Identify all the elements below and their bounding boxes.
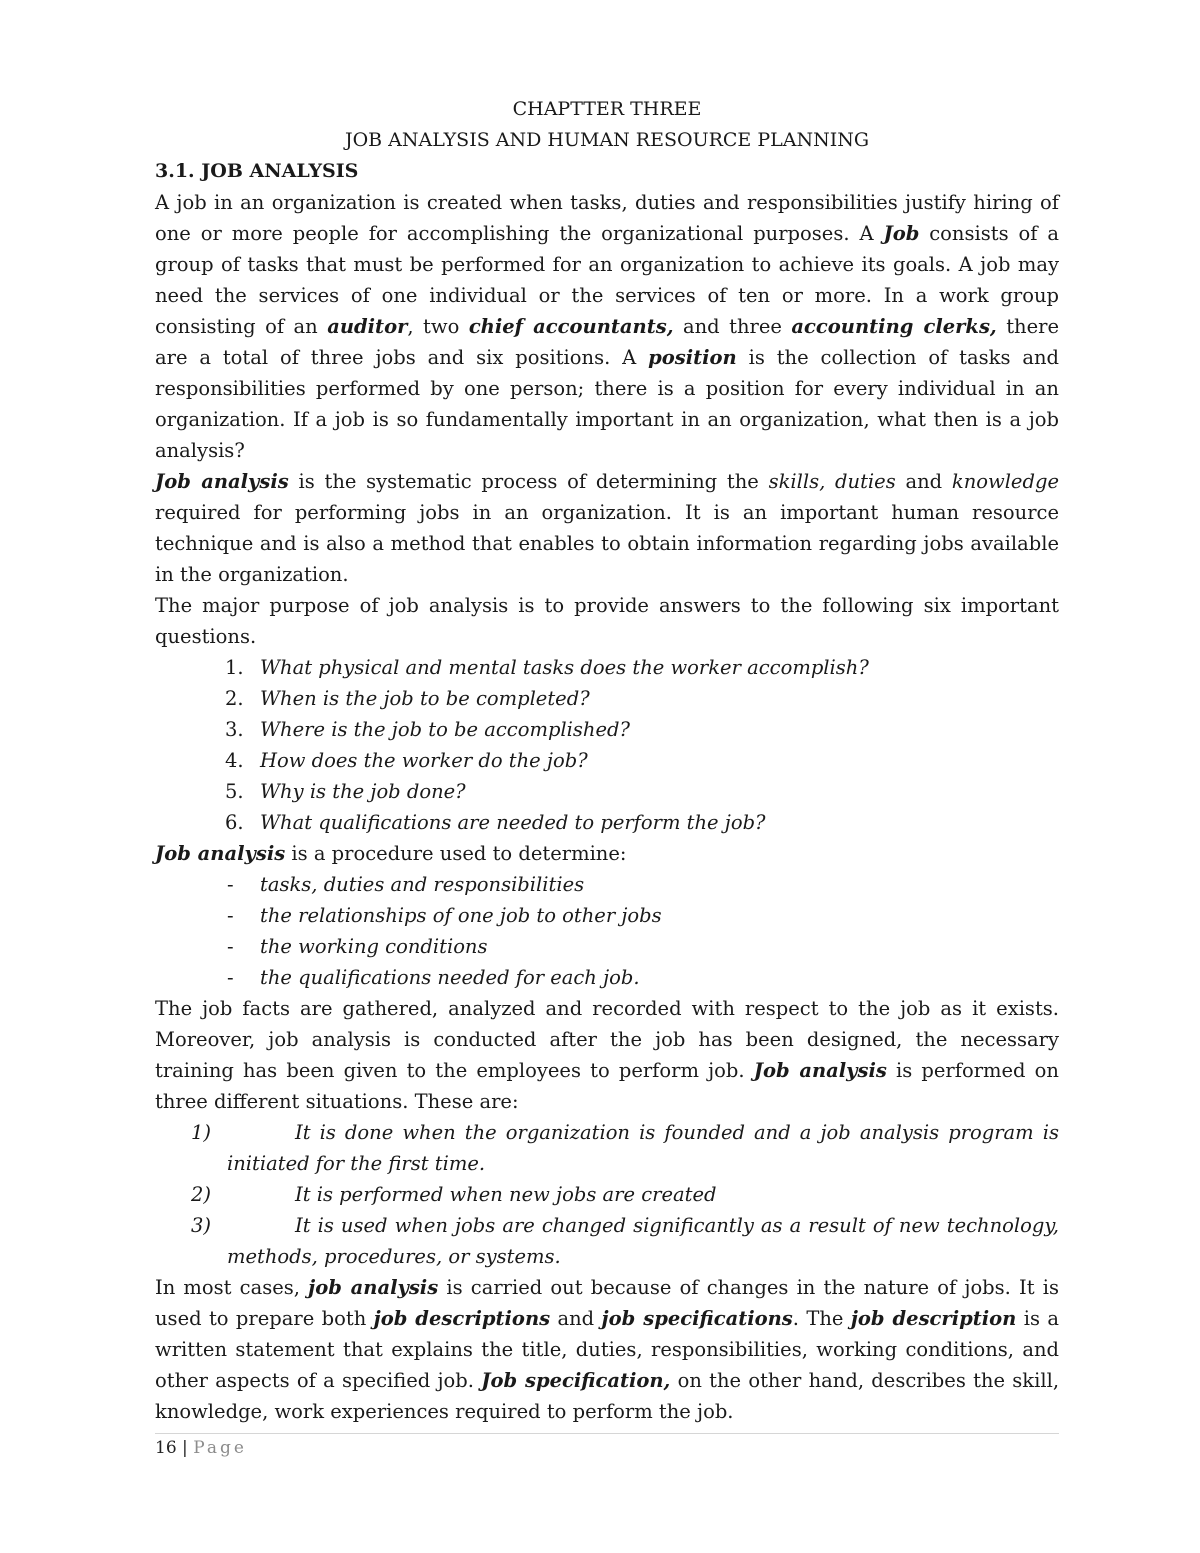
term-job-descriptions: job descriptions	[373, 1307, 551, 1330]
list-number: 2)	[191, 1183, 212, 1206]
text-run: , two	[407, 315, 469, 338]
paragraph-procedure	[155, 838, 1059, 869]
dash-mark: -	[227, 935, 234, 958]
list-text: How does the worker do the job?	[260, 749, 588, 772]
dash-mark: -	[227, 904, 234, 927]
list-number: 3.	[225, 718, 244, 741]
list-item	[155, 900, 1059, 931]
determine-list	[155, 869, 1059, 993]
term-job-analysis: Job analysis	[155, 470, 289, 493]
text-run: there are a total of three jobs and six positions. A	[155, 315, 1060, 369]
text-run: In most cases,	[155, 1276, 309, 1299]
term-job-analysis: Job analysis	[753, 1059, 887, 1082]
text-run: and	[895, 470, 952, 493]
term-skills-duties: skills, duties	[768, 470, 896, 493]
paragraph-job-facts	[155, 993, 1059, 1117]
list-number: 5.	[225, 780, 244, 803]
list-item	[155, 776, 1059, 807]
list-number: 6.	[225, 811, 244, 834]
term-accounting-clerks: accounting clerks,	[791, 315, 997, 338]
text-run: and	[550, 1307, 602, 1330]
document-page	[155, 94, 1059, 1427]
list-text: Where is the job to be accomplished?	[260, 718, 630, 741]
text-run: is a procedure used to determine:	[285, 842, 627, 865]
term-job-analysis: job analysis	[308, 1276, 439, 1299]
list-number: 4.	[225, 749, 244, 772]
list-item	[155, 1117, 1059, 1179]
text-run: and three	[673, 315, 792, 338]
list-item	[155, 683, 1059, 714]
list-text: the working conditions	[260, 935, 488, 958]
list-item	[155, 962, 1059, 993]
list-item	[155, 869, 1059, 900]
text-run: The job facts are gathered, analyzed and recorded with respect to the job as it exists. Moreover, job analysis is conducted after the job has been designed, the necessary training has been given to the employees to perform job.	[155, 997, 1059, 1082]
text-run: . The	[792, 1307, 851, 1330]
list-text: It is performed when new jobs are created	[295, 1183, 717, 1206]
list-text: Why is the job done?	[260, 780, 466, 803]
dash-mark: -	[227, 966, 234, 989]
list-text: the qualifications needed for each job.	[260, 966, 640, 989]
situations-list	[155, 1117, 1059, 1272]
list-number: 1.	[225, 656, 244, 679]
list-text: the relationships of one job to other jobs	[260, 904, 662, 927]
chapter-title: JOB ANALYSIS AND HUMAN RESOURCE PLANNING	[344, 129, 870, 151]
text-run: is a written statement that explains the title, duties, responsibilities, working conditions, and other aspects of a specified job.	[155, 1307, 1059, 1392]
list-text-wrapper	[227, 1183, 716, 1206]
term-job-description: job description	[850, 1307, 1017, 1330]
footer-separator: |	[182, 1438, 188, 1458]
list-text: It is used when jobs are changed significantly as a result of new technology, methods, procedures, or systems.	[227, 1214, 1059, 1268]
section-heading: 3.1. JOB ANALYSIS	[155, 160, 359, 182]
text-run: is performed on three different situations. These are:	[155, 1059, 1059, 1113]
list-item	[155, 807, 1059, 838]
list-number: 3)	[191, 1214, 212, 1237]
term-knowledge: knowledge	[951, 470, 1059, 493]
dash-mark: -	[227, 873, 234, 896]
term-job-analysis: Job analysis	[155, 842, 286, 865]
list-item	[155, 1210, 1059, 1272]
list-item	[155, 931, 1059, 962]
list-text-wrapper	[227, 1214, 1059, 1268]
paragraph-most-cases	[155, 1272, 1059, 1427]
text-run: on the other hand, describes the skill, knowledge, work experiences required to perform the job.	[155, 1369, 1060, 1423]
list-text: What qualifications are needed to perform the job?	[260, 811, 766, 834]
list-text: When is the job to be completed?	[260, 687, 590, 710]
list-number: 1)	[191, 1121, 212, 1144]
list-text: It is done when the organization is founded and a job analysis program is initiated for the first time.	[227, 1121, 1059, 1175]
term-chief-accountants: chief accountants,	[468, 315, 674, 338]
term-job-specifications: job specifications	[601, 1307, 793, 1330]
page-footer	[155, 1433, 1059, 1458]
term-job-specification: Job specification,	[481, 1369, 671, 1392]
text-run: consists of a group of tasks that must be performed for an organization to achieve its goals. A job may need the services of one individual or the services of ten or more. In a work group consisting of an	[155, 222, 1060, 338]
term-job: Job	[883, 222, 920, 245]
paragraph-major-purpose: The major purpose of job analysis is to provide answers to the following six important questions.	[155, 594, 1059, 648]
list-number: 2.	[225, 687, 244, 710]
text-run: is the systematic process of determining the	[288, 470, 769, 493]
paragraph-job-analysis-definition	[155, 466, 1059, 590]
chapter-label: CHAPTTER THREE	[512, 98, 702, 120]
list-item	[155, 745, 1059, 776]
list-item	[155, 652, 1059, 683]
page-number: 16	[155, 1438, 177, 1458]
list-item	[155, 1179, 1059, 1210]
text-run: is carried out because of changes in the nature of jobs. It is used to prepare both	[155, 1276, 1059, 1330]
page-word: Page	[193, 1438, 247, 1458]
list-text-wrapper	[227, 1121, 1059, 1175]
questions-list	[155, 652, 1059, 838]
text-run: is the collection of tasks and responsibilities performed by one person; there is a position for every individual in an organization. If a job is so fundamentally important in an organization, what then is a job analysis?	[155, 346, 1059, 462]
term-position: position	[648, 346, 737, 369]
list-text: What physical and mental tasks does the worker accomplish?	[260, 656, 869, 679]
list-item	[155, 714, 1059, 745]
text-run: A job in an organization is created when tasks, duties and responsibilities justify hiring of one or more people for accomplishing the organizational purposes. A	[155, 191, 1059, 245]
text-run: required for performing jobs in an organization. It is an important human resource technique and is also a method that enables to obtain information regarding jobs available in the organization.	[155, 501, 1059, 586]
paragraph-job-definition	[155, 187, 1059, 466]
term-auditor: auditor	[327, 315, 408, 338]
list-text: tasks, duties and responsibilities	[260, 873, 585, 896]
